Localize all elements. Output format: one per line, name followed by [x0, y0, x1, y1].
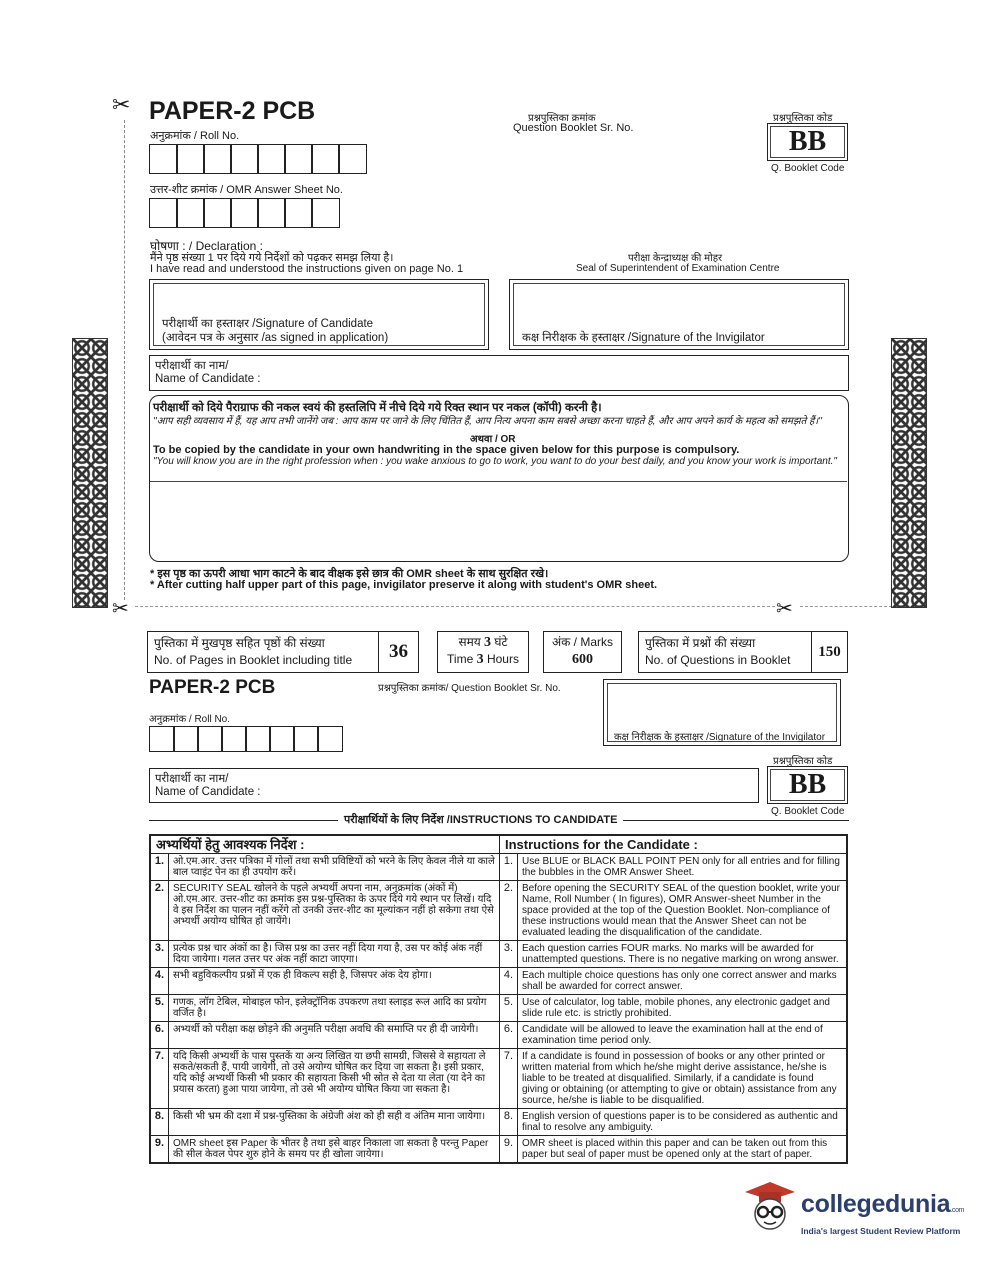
brand-name: collegedunia	[801, 1190, 951, 1218]
mascot-icon	[741, 1178, 799, 1236]
instruction-num-hi: 6.	[151, 1022, 169, 1049]
instruction-row	[151, 854, 847, 881]
instruction-text-hi: सभी बहुविकल्पीय प्रश्नों में एक ही विकल्प सही है, जिसपर अंक देय होगा।	[169, 968, 500, 995]
instruction-text-hi: ओ.एम.आर. उत्तर पत्रिका में गोलों तथा सभी प्रविष्टियों को भरने के लिए केवल नीले या काले बाल प्वाइंट पेन का ही उपयोग करें।	[169, 854, 500, 881]
booklet-sr-label-en: Question Booklet Sr. No.	[513, 122, 634, 134]
booklet-code-box-bottom	[767, 766, 848, 804]
candidate-name-label-hi-bottom: परीक्षार्थी का नाम/	[155, 773, 229, 785]
booklet-code: BB	[770, 126, 845, 158]
time-suffix-en: Hours	[486, 652, 519, 666]
invigilator-signature-label: कक्ष निरीक्षक के हस्ताक्षर /Signature of the Invigilator	[522, 332, 765, 344]
instruction-text-en: Use of calculator, log table, mobile phones, any electronic gadget and slide rule etc. is strictly prohibited.	[518, 995, 847, 1022]
brand-domain: .com	[950, 1207, 965, 1214]
instruction-text-hi: अभ्यर्थी को परीक्षा कक्ष छोड़ने की अनुमति परीक्षा अवधि की समाप्ति पर ही दी जायेगी।	[169, 1022, 500, 1049]
instruction-row	[151, 968, 847, 995]
candidate-name-field[interactable]	[149, 355, 849, 391]
instruction-num-hi: 5.	[151, 995, 169, 1022]
scissors-icon: ✂	[776, 598, 793, 620]
instruction-num-hi: 3.	[151, 941, 169, 968]
omr-label: उत्तर-शीट क्रमांक / OMR Answer Sheet No.	[150, 184, 343, 196]
questions-value: 150	[811, 632, 847, 672]
time-value-en: 3	[476, 652, 484, 667]
handwriting-copy-box[interactable]	[149, 395, 849, 562]
roll-label-bottom: अनुक्रमांक / Roll No.	[149, 714, 231, 725]
instructions-table	[149, 834, 848, 1164]
time-prefix-hi: समय	[458, 635, 481, 649]
marks-value: 600	[572, 652, 593, 667]
ornament-border-left	[72, 338, 108, 608]
instruction-num-hi: 9.	[151, 1136, 169, 1163]
instruction-num-hi: 7.	[151, 1049, 169, 1109]
instruction-row	[151, 1136, 847, 1163]
instruction-num-en: 3.	[500, 941, 518, 968]
pages-label-hi: पुस्तिका में मुखपृष्ठ सहित पृष्ठों की संख्या	[154, 636, 325, 650]
instruction-num-hi: 1.	[151, 854, 169, 881]
roll-label: अनुक्रमांक / Roll No.	[150, 130, 240, 142]
instruction-text-en: Before opening the SECURITY SEAL of the question booklet, write your Name, Roll Number ( In figures), OMR Answer-sheet Number in the space provided at the top of the Question Booklet. Non-compliance of these instructions would mean that the Answer Sheet can not be evaluated leading the disqualification of the candidate.	[518, 881, 847, 941]
declaration-en: I have read and understood the instructions given on page No. 1	[150, 263, 464, 275]
instructions-en-heading: Instructions for the Candidate :	[500, 836, 847, 854]
instruction-text-en: Use BLUE or BLACK BALL POINT PEN only for all entries and for filling the bubbles in the OMR Answer Sheet.	[518, 854, 847, 881]
candidate-signature-sublabel: (आवेदन पत्र के अनुसार /as signed in application)	[162, 332, 389, 344]
cut-guide-horizontal-right	[800, 606, 892, 607]
omr-number-boxes[interactable]	[149, 198, 338, 228]
instruction-row	[151, 1049, 847, 1109]
note-en: * After cutting half upper part of this page, invigilator preserve it along with student's OMR sheet.	[150, 579, 658, 591]
instruction-text-hi: OMR sheet इस Paper के भीतर है तथा इसे बाहर निकाला जा सकता है परन्तु Paper की सील केवल पेपर शुरु होने के समय पर ही खोला जायेगा।	[169, 1136, 500, 1163]
time-box	[437, 631, 529, 673]
note-hi: * इस पृष्ठ का ऊपरी आधा भाग काटने के बाद वीक्षक इसे छात्र की OMR sheet के साथ सुरक्षित रखे।	[150, 568, 549, 580]
instruction-num-en: 7.	[500, 1049, 518, 1109]
instructions-hi-heading: अभ्यर्थियों हेतु आवश्यक निर्देश :	[151, 836, 500, 854]
declaration-hi: मैंने पृष्ठ संख्या 1 पर दिये गये निर्देशों को पढ़कर समझ लिया है।	[150, 252, 394, 264]
instruction-text-hi: गणक, लॉग टेबिल, मोबाइल फोन, इलेक्ट्रॉनिक उपकरण तथा स्लाइड रूल आदि का प्रयोग वर्जित है।	[169, 995, 500, 1022]
collegedunia-wordmark	[801, 1190, 964, 1219]
candidate-name-label-en-bottom: Name of Candidate :	[155, 786, 261, 798]
copy-divider	[150, 481, 847, 482]
invigilator-signature-box-bottom[interactable]	[603, 679, 841, 746]
instructions-title: परीक्षार्थियों के लिए निर्देश /INSTRUCTIONS TO CANDIDATE	[338, 812, 623, 827]
candidate-name-label-en: Name of Candidate :	[155, 373, 261, 385]
seal-label-hi: परीक्षा केन्द्राध्यक्ष की मोहर	[628, 253, 723, 264]
copy-quote-hi: ''आप सही व्यवसाय में हैं, यह आप तभी जानेंगे जब : आप काम पर जाने के लिए चिंतित हैं, आप नित्य अपना काम सबसे अच्छा करना चाहते हैं, और आप अपने कार्य के महत्व को समझते हैं।''	[153, 416, 822, 427]
instruction-num-en: 4.	[500, 968, 518, 995]
instruction-num-en: 9.	[500, 1136, 518, 1163]
instruction-row	[151, 1022, 847, 1049]
instruction-row	[151, 941, 847, 968]
or-text: अथवा / OR	[470, 434, 516, 445]
instruction-num-en: 1.	[500, 854, 518, 881]
marks-box	[543, 631, 622, 673]
candidate-name-field-bottom[interactable]	[149, 768, 759, 803]
instruction-num-hi: 2.	[151, 881, 169, 941]
roll-number-boxes-bottom[interactable]	[149, 726, 341, 752]
copy-quote-en: "You will know you are in the right profession when : you wake anxious to go to work, you want to do your best daily, and you know your work is important."	[153, 456, 837, 467]
copy-heading-hi: परीक्षार्थी को दिये पैराग्राफ की नकल स्वयं की हस्तलिपि में नीचे दिये गये रिक्त स्थान पर नकल (कॉपी) करनी है।	[153, 402, 602, 414]
paper-title: PAPER-2 PCB	[149, 97, 316, 125]
instruction-num-en: 2.	[500, 881, 518, 941]
ornament-border-right	[891, 338, 927, 608]
questions-label-hi: पुस्तिका में प्रश्नों की संख्या	[645, 636, 756, 650]
instruction-row	[151, 995, 847, 1022]
instruction-text-en: Candidate will be allowed to leave the examination hall at the end of examination time period only.	[518, 1022, 847, 1049]
instruction-num-en: 5.	[500, 995, 518, 1022]
scissors-icon: ✂	[112, 92, 131, 117]
cut-guide-horizontal	[135, 606, 775, 607]
marks-label: अंक / Marks	[551, 635, 614, 649]
booklet-code-caption-bottom: Q. Booklet Code	[771, 806, 845, 817]
booklet-code-label-hi-bottom: प्रश्नपुस्तिका कोड	[773, 756, 833, 767]
roll-number-boxes[interactable]	[149, 144, 365, 174]
instruction-text-hi: किसी भी भ्रम की दशा में प्रश्न-पुस्तिका के अंग्रेजी अंश को ही सही व अंतिम माना जायेगा।	[169, 1109, 500, 1136]
instruction-num-en: 8.	[500, 1109, 518, 1136]
pages-label-en: No. of Pages in Booklet including title	[154, 653, 353, 667]
questions-count-box	[638, 631, 848, 673]
invigilator-signature-box[interactable]	[509, 279, 849, 350]
instruction-row	[151, 881, 847, 941]
instruction-text-en: If a candidate is found in possession of books or any other printed or written material from which he/she might derive assistance, he/she is liable to be treated at disqualified. Similarly, if a candidate is found giving or obtaining (or attempting to give or obtain) assistance from any source, he/she is liable to be disqualified.	[518, 1049, 847, 1109]
candidate-name-label-hi: परीक्षार्थी का नाम/	[155, 360, 229, 372]
booklet-code-bottom: BB	[770, 769, 845, 801]
invigilator-signature-label-bottom: कक्ष निरीक्षक के हस्ताक्षर /Signature of the Invigilator	[614, 732, 826, 743]
time-suffix-hi: घंटे	[494, 635, 508, 649]
time-prefix-en: Time	[447, 652, 474, 666]
copy-heading-en: To be copied by the candidate in your own handwriting in the space given below for this purpose is compulsory.	[153, 444, 740, 456]
instruction-text-en: Each multiple choice questions has only one correct answer and marks shall be awarded for correct answer.	[518, 968, 847, 995]
booklet-sr-label-bottom: प्रश्नपुस्तिका क्रमांक/ Question Booklet Sr. No.	[378, 683, 561, 694]
instruction-row	[151, 1109, 847, 1136]
seal-label-en: Seal of Superintendent of Examination Centre	[576, 263, 780, 274]
booklet-code-label-hi: प्रश्नपुस्तिका कोड	[773, 113, 833, 124]
instruction-text-en: English version of questions paper is to be considered as authentic and final to resolve any ambiguity.	[518, 1109, 847, 1136]
collegedunia-tagline: India's largest Student Review Platform	[801, 1226, 961, 1236]
booklet-code-box	[767, 123, 848, 161]
collegedunia-logo	[741, 1178, 799, 1236]
instruction-text-hi: यदि किसी अभ्यर्थी के पास पुस्तकें या अन्य लिखित या छपी सामग्री, जिससे वे सहायता ले सकते/सकती हैं, पायी जायेगी, तो उसे अयोग्य घोषित कर दिया जा सकता है। इसी प्रकार, यदि कोई अभ्यर्थी किसी भी प्रकार की सहायता किसी भी स्रोत से देता या लेता (या देने का प्रयास करता) हुआ पाया जायेगा, तो उसे भी अयोग्य घोषित किया जा सकता है।	[169, 1049, 500, 1109]
paper-title-bottom: PAPER-2 PCB	[149, 677, 276, 698]
questions-label-en: No. of Questions in Booklet	[645, 653, 791, 667]
cut-guide-vertical-left	[124, 120, 125, 600]
instruction-num-en: 6.	[500, 1022, 518, 1049]
scissors-icon: ✂	[112, 598, 129, 620]
booklet-code-caption: Q. Booklet Code	[771, 163, 845, 174]
instruction-num-hi: 8.	[151, 1109, 169, 1136]
candidate-signature-label: परीक्षार्थी का हस्ताक्षर /Signature of Candidate	[162, 318, 374, 330]
instruction-text-en: Each question carries FOUR marks. No marks will be awarded for unattempted questions. There is no negative marking on wrong answer.	[518, 941, 847, 968]
instruction-text-hi: प्रत्येक प्रश्न चार अंकों का है। जिस प्रश्न का उत्तर नहीं दिया गया है, उस पर कोई अंक नहीं दिया जायेगा। गलत उत्तर पर अंक नहीं काटा जाएगा।	[169, 941, 500, 968]
instruction-text-hi: SECURITY SEAL खोलने के पहले अभ्यर्थी अपना नाम, अनुक्रमांक (अंकों में) ओ.एम.आर. उत्तर-शीट का क्रमांक इस प्रश्न-पुस्तिका के ऊपर दिये गये स्थान पर लिखें। यदि वे इस निर्देश का पालन नहीं करेंगे तो उनकी उत्तर-शीट का मूल्यांकन नहीं हो सकेगा तथा ऐसे अभ्यर्थी अयोग्य घोषित हो जायेंगे।	[169, 881, 500, 941]
booklet-sr-label-hi: प्रश्नपुस्तिका क्रमांक	[528, 113, 596, 124]
candidate-signature-box[interactable]	[149, 279, 489, 350]
instruction-num-hi: 4.	[151, 968, 169, 995]
pages-count-box	[147, 631, 419, 673]
instruction-text-en: OMR sheet is placed within this paper and can be taken out from this paper but seal of paper must be opened only at the start of paper.	[518, 1136, 847, 1163]
declaration-heading: घोषणा : / Declaration :	[150, 239, 263, 253]
time-value-hi: 3	[484, 635, 492, 650]
pages-value: 36	[378, 632, 418, 672]
